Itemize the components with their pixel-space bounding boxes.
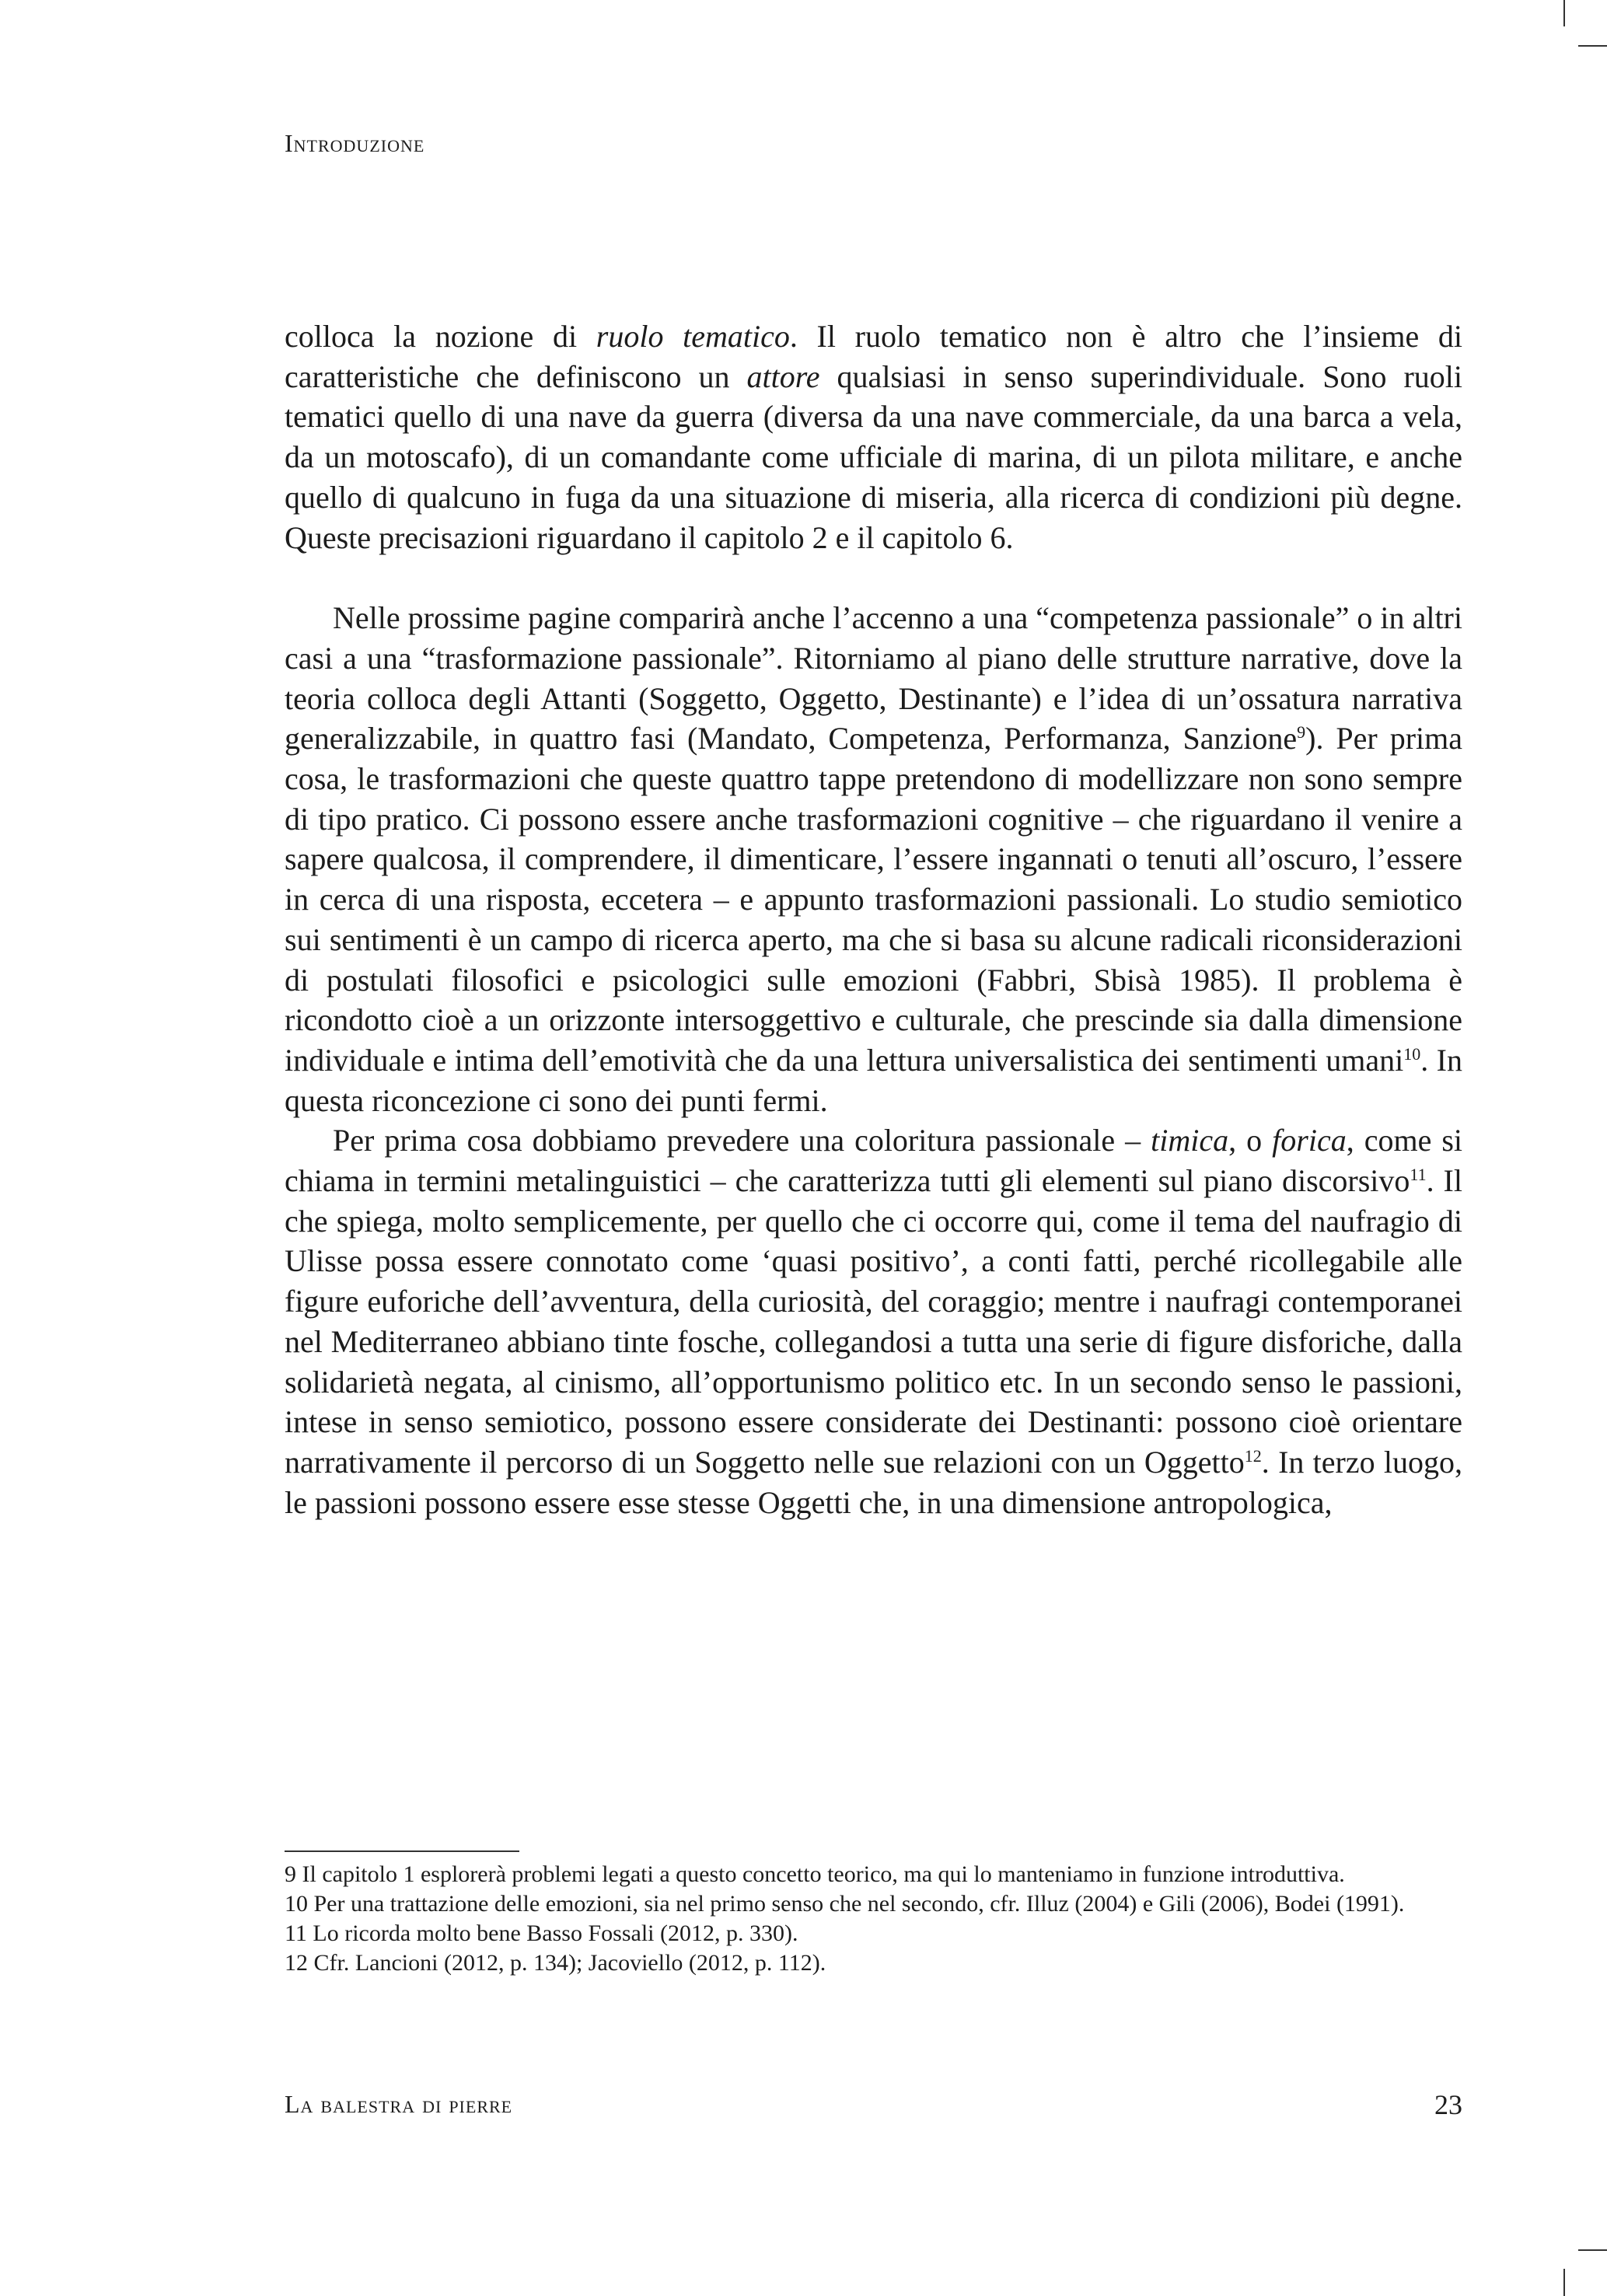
page-number: 23 [1434,2089,1462,2120]
paragraph-3: Per prima cosa dobbiamo prevedere una coloritura passionale – timica, o forica, come si chiama in termini metalinguistici – che caratterizza tutti gli elementi sul piano discorsivo$^{11}$. Il che spiega, molto semplicemente, per quello che ci occorre qui, come il tema del naufragio di Ulisse possa essere connotato come ‘quasi positivo’, a conti fatti, perché ricollegabile alle figure euforiche dell’avventura, della curiosità, del coraggio; mentre i naufragi contemporanei nel Mediterraneo abbiano tinte fosche, collegandosi a tutta una serie di figure disforiche, dalla solidarietà negata, al cinismo, all’opportunismo politico etc. In un secondo senso le passioni, intese in senso semiotico, possono essere considerate dei Destinanti: possono cioè orientare narrativamente il percorso di un Soggetto nelle sue relazioni con un Oggetto$^{12}$. In terzo luogo, le passioni possono essere esse stesse Oggetti che, in una dimensione antropologica, [285,1123,1463,1520]
crop-mark-top-right-h [1578,45,1607,47]
main-text [285,316,1462,1522]
running-header: Introduzione [285,129,425,157]
crop-mark-top-right [1563,0,1565,26]
footnote-11: 11 Lo ricorda molto bene Basso Fossali (2012, p. 330). [285,1920,798,1946]
paragraph-1: colloca la nozione di ruolo tematico. Il ruolo tematico non è altro che l’insieme di caratteristiche che definiscono un attore qualsiasi in senso superindividuale. Sono ruoli tematici quello di una nave da guerra (diversa da una nave commerciale, da una barca a vela, da un motoscafo), di un comandante come ufficiale di marina, di un pilota militare, e anche quello di qualcuno in fuga da una situazione di miseria, alla ricerca di condizioni più degne. Queste precisazioni riguardano il capitolo 2 e il capitolo 6. [285,319,1463,555]
footnote-9: 9 Il capitolo 1 esplorerà problemi legati a questo concetto teorico, ma qui lo manteniamo in funzione introduttiva. [285,1861,1345,1887]
footnote-ref-9: 9 [1297,722,1306,743]
crop-mark-bottom-right-h [1578,2249,1607,2251]
footnotes [285,1860,1462,1978]
footnote-ref-12: 12 [1244,1445,1262,1466]
footnote-ref-11: 11 [1410,1165,1427,1185]
footnote-divider [285,1850,519,1852]
running-footer-title: La balestra di pierre [285,2090,513,2118]
paragraph-2: Nelle prossime pagine comparirà anche l’accenno a una “competenza passionale” o in altri casi a una “trasformazione passionale”. Ritorniamo al piano delle strutture narrative, dove la teoria colloca degli Attanti (Soggetto, Oggetto, Destinante) e l’idea di un’ossatura narrativa generalizzabile, in quattro fasi (Mandato, Competenza, Performanza, Sanzione$^9$). Per prima cosa, le trasformazioni che queste quattro tappe pretendono di modellizzare non sono sempre di tipo pratico. Ci possono essere anche trasformazioni cognitive – che riguardano il venire a sapere qualcosa, il comprendere, il dimenticare, l’essere ingannati o tenuti all’oscuro, l’essere in cerca di una risposta, eccetera – e appunto trasformazioni passionali. Lo studio semiotico sui sentimenti è un campo di ricerca aperto, ma che si basa su alcune radicali riconsiderazioni di postulati filosofici e psicologici sulle emozioni (Fabbri, Sbisà 1985). Il problema è ricondotto cioè a un orizzonte intersoggettivo e culturale, che prescinde sia dalla dimensione individuale e intima dell’emotività che da una lettura universalistica dei sentimenti umani$^{10}$. In questa riconcezione ci sono dei punti fermi. [285,600,1462,1118]
footnote-10: 10 Per una trattazione delle emozioni, sia nel primo senso che nel secondo, cfr. Illuz (2004) e Gili (2006), Bodei (1991). [285,1891,1405,1917]
footnote-12: 12 Cfr. Lancioni (2012, p. 134); Jacoviello (2012, p. 112). [285,1950,826,1976]
footnote-ref-10: 10 [1403,1043,1421,1064]
crop-mark-bottom-right [1563,2269,1565,2296]
